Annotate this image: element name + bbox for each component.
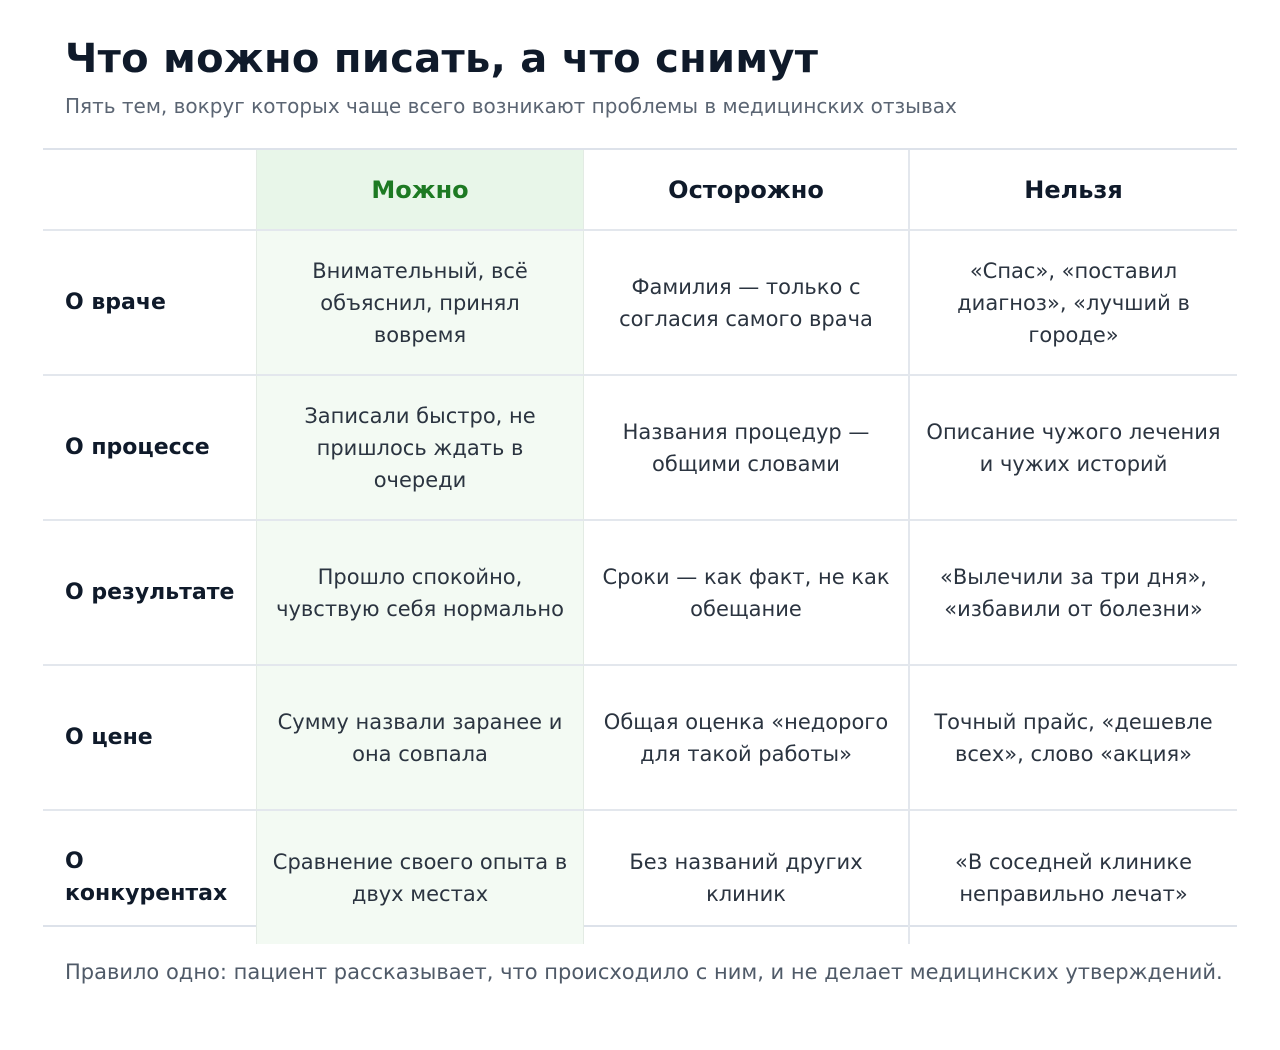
table-corner [43, 150, 256, 231]
cell-forbidden-price: Точный прайс, «дешевле всех», слово «акция» [910, 666, 1237, 811]
column-header-forbidden: Нельзя [910, 150, 1237, 231]
column-header-ok: Можно [256, 150, 584, 231]
cell-ok-price: Сумму назвали заранее и она совпала [256, 666, 584, 811]
row-topic-price: О цене [43, 666, 256, 811]
cell-careful-doctor: Фамилия — только с согласия самого врача [584, 231, 910, 376]
cell-careful-process: Названия процедур — общими словами [584, 376, 910, 521]
row-topic-process: О процессе [43, 376, 256, 521]
cell-careful-price: Общая оценка «недорого для такой работы» [584, 666, 910, 811]
cell-ok-result: Прошло спокойно, чувствую себя нормально [256, 521, 584, 666]
cell-forbidden-result: «Вылечили за три дня», «избавили от болезни» [910, 521, 1237, 666]
cell-ok-doctor: Внимательный, всё объяснил, принял вовремя [256, 231, 584, 376]
cell-careful-competitors: Без названий других клиник [584, 811, 910, 944]
cell-careful-result: Сроки — как факт, не как обещание [584, 521, 910, 666]
footnote: Правило одно: пациент рассказывает, что происходило с ним, и не делает медицинских утверждений. [65, 960, 1223, 984]
row-topic-competitors: О конкурентах [65, 848, 228, 906]
cell-forbidden-doctor: «Спас», «поставил диагноз», «лучший в городе» [910, 231, 1237, 376]
cell-ok-competitors: Сравнение своего опыта в двух местах [256, 811, 584, 944]
cell-forbidden-process: Описание чужого лечения и чужих историй [910, 376, 1237, 521]
column-header-careful: Осторожно [584, 150, 910, 231]
row-topic-result: О результате [43, 521, 256, 666]
row-topic-doctor: О враче [43, 231, 256, 376]
rules-table [43, 148, 1237, 927]
cell-forbidden-competitors: «В соседней клинике неправильно лечат» [954, 849, 1193, 906]
page-subtitle: Пять тем, вокруг которых чаще всего возникают проблемы в медицинских отзывах [65, 94, 957, 118]
cell-ok-process: Записали быстро, не пришлось ждать в очереди [256, 376, 584, 521]
page-title: Что можно писать, а что снимут [65, 36, 819, 82]
